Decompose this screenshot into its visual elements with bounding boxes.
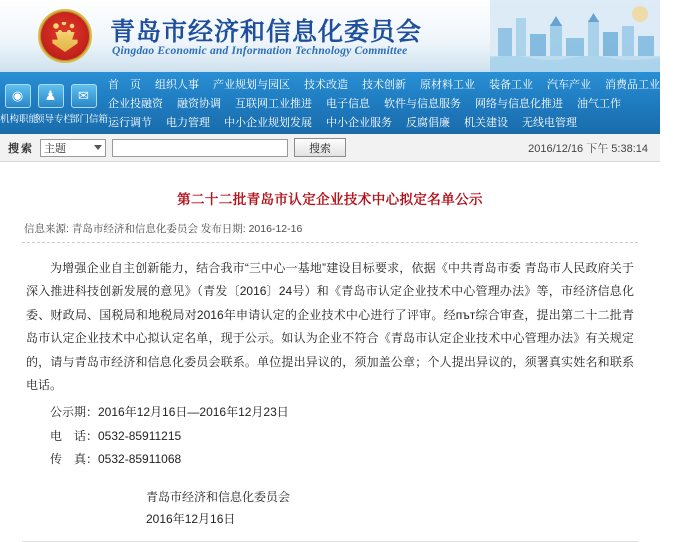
notice-line-1: 电 话：0532-85911215 (50, 428, 182, 443)
signature-org: 青岛市经济和信息化委员会 (146, 489, 291, 504)
nav-link-rows (101, 72, 673, 134)
nav-item-automotive[interactable]: 汽车产业 (547, 78, 591, 91)
globe-icon[interactable]: ◉ (5, 84, 31, 108)
mailbox-icon[interactable]: ✉ (71, 84, 97, 108)
search-button[interactable]: 搜索 (294, 138, 346, 157)
nav-item-software-services[interactable]: 软件与信息服务 (384, 97, 461, 110)
article-body (22, 243, 638, 531)
article-paragraph-1: 为增强企业自主创新能力，结合我市“三中心一基地”建设目标要求，依据《中共青岛市委 青岛市人民政府关于深入推进科技创新发展的意见》（青发〔2016〕24号）和《青岛市认定企业技术中心管理办法》等，市经济信息化委、财政局、国税局和地税局对2016年申请认定的企业技术中心进行了评审。经път综合审查，提出第二十二批青岛市认定企业技术中心拟认定名单，现于公示。如认为企业不符合《青岛市认定企业技术中心管理办法》有关规定的，请与青岛市经济和信息化委员会联系。单位提出异议的，须加盖公章；个人提出异议的，须署真实姓名和联系电话。 (26, 261, 634, 392)
signature-date: 2016年12月16日 (146, 512, 236, 527)
nav-item-home[interactable]: 首 页 (108, 78, 141, 91)
site-title-cn: 青岛市经济和信息化委员会 (110, 17, 423, 46)
notice-line-0: 公示期：2016年12月16日—2016年12月23日 (50, 405, 289, 420)
search-bar (0, 134, 660, 162)
article-notice-list (26, 401, 634, 471)
article-meta: 信息来源: 青岛市经济和信息化委员会 发布日期: 2016-12-16 (22, 218, 638, 243)
search-input[interactable] (112, 139, 288, 157)
site-banner (0, 0, 660, 72)
nav-item-consumer-goods[interactable]: 消费品工业 (605, 78, 660, 91)
article-signature (26, 486, 634, 532)
quick-links-labels (0, 111, 109, 125)
nav-item-tech-innovation[interactable]: 技术创新 (362, 78, 406, 91)
search-category-select[interactable] (40, 139, 106, 157)
nav-item-org-personnel[interactable]: 组织人事 (155, 78, 199, 91)
nav-item-oil-gas[interactable]: 油气工作 (577, 97, 621, 110)
quick-link-label-1[interactable]: 领导专栏 (35, 113, 74, 125)
nav-item-operation-regulation[interactable]: 运行调节 (108, 117, 152, 130)
nav-item-internet-industry[interactable]: 互联网工业推进 (235, 97, 312, 110)
nav-row-3 (101, 114, 667, 131)
quick-link-label-0[interactable]: 机构职能 (0, 113, 39, 125)
nav-item-enterprise-financing[interactable]: 企业投融资 (108, 97, 163, 110)
current-datetime: 2016/12/16 下午 5:38:14 (528, 142, 648, 155)
search-category-value: 主题 (44, 142, 66, 155)
nav-item-sme-services[interactable]: 中小企业服务 (326, 117, 392, 130)
site-title-en: Qingdao Economic and Information Technology Committee (112, 45, 408, 57)
chevron-down-icon (94, 145, 102, 150)
nav-item-electronics[interactable]: 电子信息 (326, 97, 370, 110)
quick-links-icons (5, 84, 97, 108)
quick-link-label-2[interactable]: 部门信箱 (70, 113, 109, 125)
nav-item-raw-materials[interactable]: 原材料工业 (420, 78, 475, 91)
nav-item-industry-planning[interactable]: 产业规划与园区 (213, 78, 290, 91)
nav-row-1 (101, 75, 667, 92)
nav-item-network-informatization[interactable]: 网络与信息化推进 (475, 97, 563, 110)
nav-item-tech-upgrade[interactable]: 技术改造 (304, 78, 348, 91)
page-title: 第二十二批青岛市认定企业技术中心拟定名单公示 (177, 192, 483, 207)
person-icon[interactable]: ♟ (38, 84, 64, 108)
nav-item-equipment[interactable]: 装备工业 (489, 78, 533, 91)
skyline-illustration (490, 0, 660, 72)
search-label: 搜索 (8, 142, 34, 155)
national-emblem-icon (38, 9, 92, 63)
nav-item-agency-building[interactable]: 机关建设 (464, 117, 508, 130)
article-container (0, 162, 660, 542)
nav-item-radio-management[interactable]: 无线电管理 (522, 117, 577, 130)
nav-row-2 (101, 94, 667, 111)
quick-links-group (0, 72, 109, 134)
nav-item-sme-development[interactable]: 中小企业规划发展 (224, 117, 312, 130)
notice-line-2: 传 真：0532-85911068 (50, 452, 182, 467)
main-navigation (0, 72, 660, 134)
nav-item-financing-coordination[interactable]: 融资协调 (177, 97, 221, 110)
nav-item-power-management[interactable]: 电力管理 (166, 117, 210, 130)
nav-item-anti-corruption[interactable]: 反腐倡廉 (406, 117, 450, 130)
